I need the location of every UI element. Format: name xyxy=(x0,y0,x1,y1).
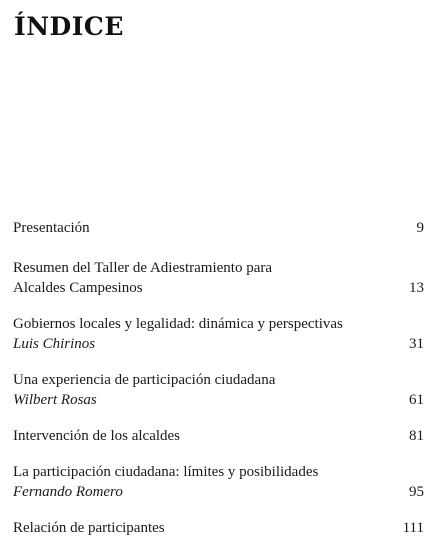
page-number: 61 xyxy=(409,392,424,408)
entry-title: Resumen del Taller de Adiestramiento para xyxy=(13,260,273,276)
toc-entry-presentacion xyxy=(13,218,424,238)
page-number: 81 xyxy=(409,428,424,444)
toc-entry-resumen-taller xyxy=(13,258,424,298)
page-number: 13 xyxy=(409,280,424,296)
entry-author: Fernando Romero xyxy=(13,484,123,500)
entry-author: Wilbert Rosas xyxy=(13,392,97,408)
entry-title: Gobiernos locales y legalidad: dinámica y perspectivas xyxy=(13,316,343,332)
page-number: 95 xyxy=(409,484,424,500)
entry-author: Luis Chirinos xyxy=(13,336,96,352)
page-number: 111 xyxy=(402,520,424,536)
toc-entry-experiencia-participacion xyxy=(13,370,424,410)
entry-title: Una experiencia de participación ciudadana xyxy=(13,372,276,388)
toc-entry-relacion-participantes xyxy=(13,518,424,538)
entry-title: La participación ciudadana: límites y posibilidades xyxy=(13,464,319,480)
toc-entry-participacion-ciudadana xyxy=(13,462,424,502)
toc-entry-gobiernos-locales xyxy=(13,314,424,354)
toc-entry-intervencion-alcaldes xyxy=(13,426,424,446)
entry-title: Intervención de los alcaldes xyxy=(13,428,181,444)
page-number: 31 xyxy=(409,336,424,352)
entry-title: Relación de participantes xyxy=(13,520,165,536)
entry-title-continued: Alcaldes Campesinos xyxy=(13,280,143,296)
entry-title: Presentación xyxy=(13,220,90,236)
page-title: ÍNDICE xyxy=(14,12,124,41)
page-number: 9 xyxy=(416,220,424,236)
